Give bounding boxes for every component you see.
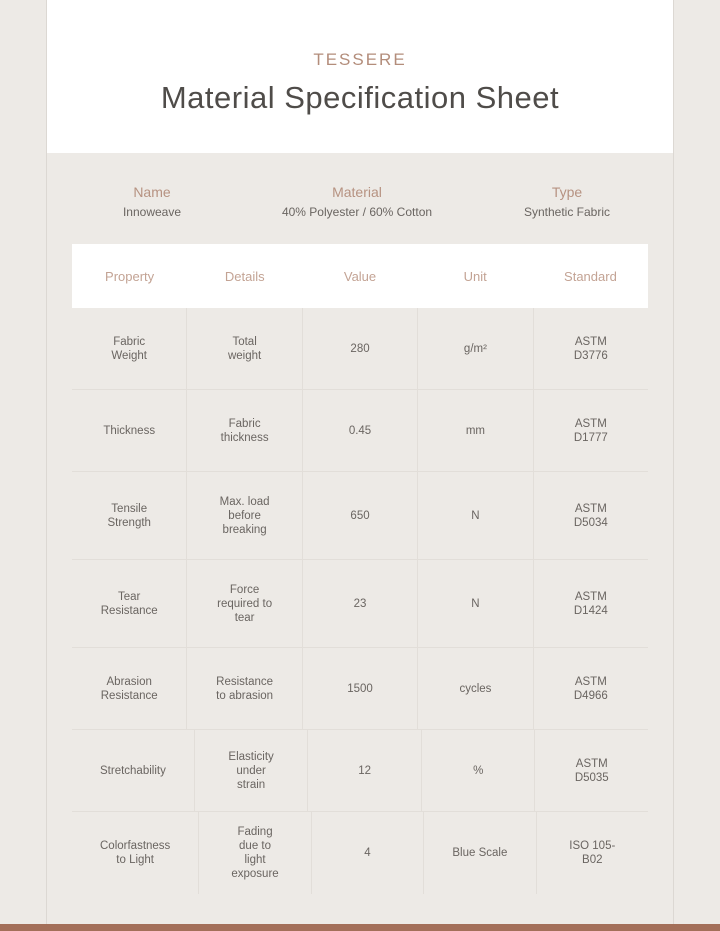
cell-standard: ASTM D4966	[573, 675, 608, 702]
table-row	[72, 308, 648, 390]
cell-details: Elasticity under strain	[195, 730, 309, 811]
cell-property: Tensile Strength	[72, 472, 187, 559]
material-summary	[72, 184, 648, 232]
summary-material	[262, 184, 452, 219]
column-header-property: Property	[105, 268, 155, 284]
table-row	[72, 390, 648, 472]
cell-value: 12	[308, 730, 422, 811]
cell-details: Fading due to light exposure	[199, 812, 311, 894]
cell-details: Total weight	[187, 308, 302, 389]
cell-property: Tear Resistance	[72, 560, 187, 647]
summary-name-label: Name	[133, 184, 171, 200]
cell-unit: N	[418, 560, 533, 647]
table-row	[72, 812, 648, 894]
cell-unit: Blue Scale	[424, 812, 536, 894]
cell-value: 650	[303, 472, 418, 559]
summary-type	[502, 184, 632, 219]
cell-property: Abrasion Resistance	[72, 648, 187, 729]
cell-unit: cycles	[418, 648, 533, 729]
right-border-line	[673, 153, 674, 924]
cell-details: Fabric thickness	[187, 390, 302, 471]
cell-standard: ASTM D1424	[573, 590, 608, 617]
table-row	[72, 648, 648, 730]
table-row	[72, 560, 648, 648]
cell-value: 280	[303, 308, 418, 389]
cell-standard: ISO 105-B02	[569, 840, 616, 866]
cell-details: Max. load before breaking	[187, 472, 302, 559]
page-title: Material Specification Sheet	[160, 80, 560, 115]
summary-type-value: Synthetic Fabric	[523, 205, 611, 219]
left-border-line	[46, 153, 47, 924]
summary-material-label: Material	[332, 184, 382, 200]
cell-property: Colorfastness to Light	[72, 812, 199, 894]
footer-accent-bar	[0, 924, 720, 931]
table-row	[72, 730, 648, 812]
cell-value: 23	[303, 560, 418, 647]
cell-value: 0.45	[303, 390, 418, 471]
column-header-details: Details	[224, 268, 265, 284]
column-header-standard: Standard	[564, 268, 617, 284]
cell-property: Stretchability	[72, 730, 195, 811]
cell-standard: ASTM D5035	[574, 757, 609, 784]
brand-name: TESSERE	[313, 50, 407, 69]
cell-unit: g/m²	[418, 308, 533, 389]
cell-details: Force required to tear	[187, 560, 302, 647]
cell-standard: ASTM D5034	[573, 502, 608, 529]
cell-unit: %	[422, 730, 536, 811]
summary-type-label: Type	[551, 184, 583, 200]
cell-property: Fabric Weight	[72, 308, 187, 389]
cell-value: 1500	[303, 648, 418, 729]
cell-details: Resistance to abrasion	[187, 648, 302, 729]
cell-standard: ASTM D3776	[573, 335, 608, 362]
cell-unit: mm	[418, 390, 533, 471]
summary-material-value: 40% Polyester / 60% Cotton	[281, 205, 433, 219]
cell-property: Thickness	[72, 390, 187, 471]
summary-name-value: Innoweave	[122, 205, 182, 219]
cell-unit: N	[418, 472, 533, 559]
table-row	[72, 472, 648, 560]
spec-table-header	[72, 244, 648, 308]
column-header-value: Value	[343, 268, 377, 284]
summary-name	[92, 184, 212, 219]
sheet-header	[46, 0, 674, 153]
cell-standard: ASTM D1777	[573, 417, 608, 444]
column-header-unit: Unit	[463, 268, 487, 284]
cell-value: 4	[312, 812, 424, 894]
spec-table-body	[72, 308, 648, 894]
